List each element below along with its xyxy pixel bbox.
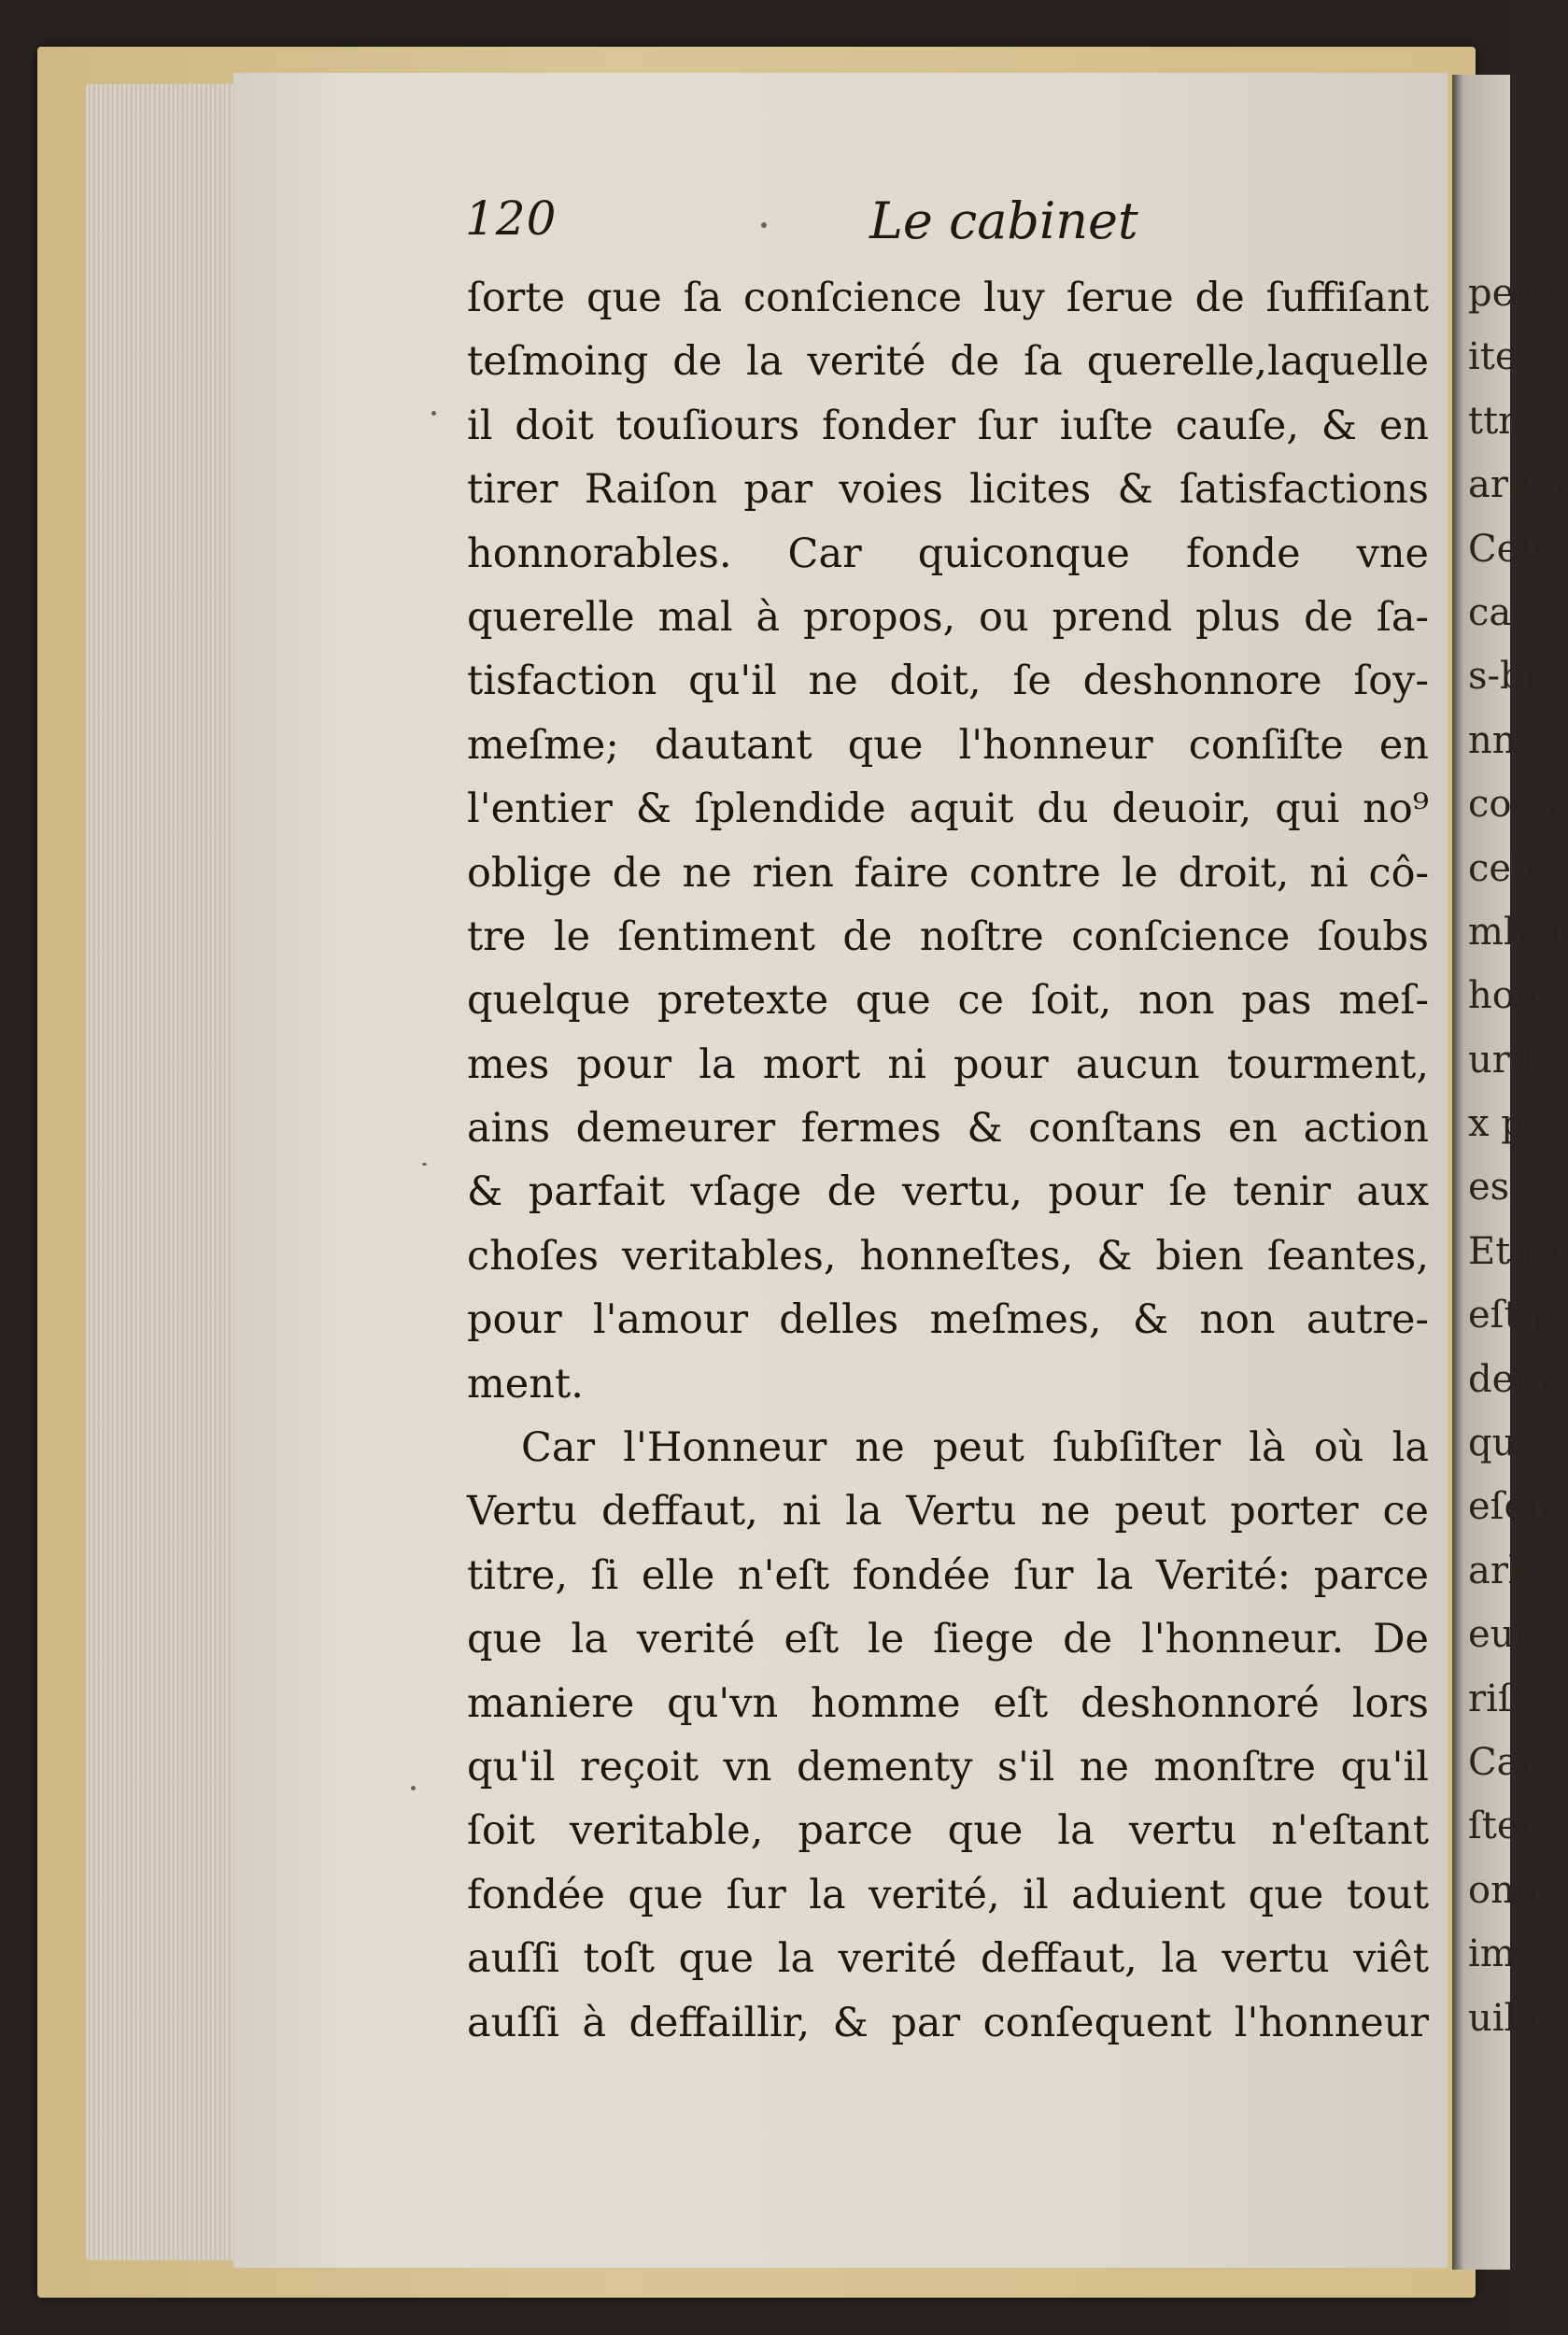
text-line: que la verité eſt le ſiege de l'honneur. De: [467, 1616, 1429, 1663]
facing-line-fragment: ime: [1468, 1932, 1538, 1976]
facing-line-fragment: eſt p: [1468, 1294, 1555, 1337]
text-line: meſme; dautant que l'honneur conſiſte en: [467, 721, 1429, 769]
text-line: tirer Raiſon par voies licites & ſatisfactions: [467, 466, 1429, 514]
margin-speck: [761, 222, 767, 228]
text-line: pour l'amour delles meſmes, & non autre-: [467, 1296, 1429, 1344]
facing-line-fragment: nnu: [1468, 718, 1541, 762]
facing-line-fragment: ttne: [1468, 399, 1545, 443]
text-line: titre, ſi elle n'eſt fondée ſur la Verité: parce: [467, 1551, 1429, 1599]
margin-speck: [431, 411, 436, 416]
facing-line-fragment: s-bi: [1468, 655, 1536, 699]
facing-line-fragment: eſen: [1468, 1485, 1550, 1529]
text-line: & parfait vſage de vertu, pour ſe tenir aux: [467, 1168, 1429, 1216]
facing-line-fragment: hou: [1468, 974, 1539, 1018]
text-line: oblige de ne rien faire contre le droit, ni cô-: [467, 849, 1429, 897]
facing-line-fragment: defa: [1468, 1357, 1550, 1401]
facing-line-fragment: coda: [1468, 783, 1558, 827]
facing-line-fragment: uila: [1468, 1996, 1539, 2040]
facing-line-fragment: ſter: [1468, 1804, 1537, 1848]
text-line: honnorables. Car quiconque fonde vne: [467, 530, 1429, 577]
text-line: l'entier & ſplendide aquit du deuoir, qui no⁹: [467, 785, 1429, 833]
facing-line-fragment: mbat: [1468, 910, 1565, 954]
facing-line-fragment: cete: [1468, 846, 1548, 890]
margin-speck: [411, 1786, 416, 1790]
text-line: auſſi toſt que la verité deffaut, la vertu viêt: [467, 1935, 1429, 1983]
facing-line-fragment: Et to: [1468, 1229, 1561, 1273]
facing-line-fragment: eur: [1468, 1613, 1533, 1657]
facing-line-fragment: que: [1468, 1422, 1539, 1465]
running-header: [465, 191, 1427, 257]
text-line: ment.: [467, 1360, 584, 1408]
facing-line-fragment: urd: [1468, 1038, 1534, 1082]
text-line: maniere qu'vn homme eſt deshonnoré lors: [467, 1679, 1429, 1727]
text-line: ſorte que ſa conſcience luy ſerue de ſuffiſant: [467, 275, 1429, 321]
facing-line-fragment: Car: [1468, 1740, 1537, 1784]
text-line: tre le ſentiment de noſtre conſcience ſoubs: [467, 913, 1429, 960]
text-line: teſmoing de la verité de ſa querelle,laquelle: [467, 338, 1429, 386]
page-edges: [86, 84, 245, 2260]
facing-line-fragment: x pa: [1468, 1102, 1547, 1146]
facing-page-text: [1468, 262, 1568, 2050]
facing-line-fragment: cau: [1468, 590, 1536, 634]
facing-line-fragment: arles: [1468, 1549, 1561, 1592]
text-line: querelle mal à propos, ou prend plus de ſa-: [467, 593, 1429, 641]
text-line: mes pour la mort ni pour aucun tourment,: [467, 1040, 1429, 1088]
text-line: choſes veritables, honneſtes, & bien ſeantes,: [467, 1232, 1429, 1280]
text-line: ains demeurer fermes & conſtans en action: [467, 1105, 1429, 1153]
text-line: qu'il reçoit vn dementy s'il ne monſtre qu'il: [467, 1743, 1429, 1790]
text-line: auſſi à deffaillir, & par conſequent l'honneur: [467, 1999, 1429, 2046]
text-line: fondée que ſur la verité, il aduient que tout: [467, 1871, 1429, 1918]
facing-line-fragment: itect: [1468, 335, 1554, 379]
running-title: Le cabinet: [869, 191, 1138, 250]
facing-line-fragment: perd:: [1468, 272, 1568, 315]
facing-line-fragment: es.: [1468, 1166, 1521, 1210]
margin-speck: [422, 1163, 427, 1166]
facing-line-fragment: onne: [1468, 1868, 1561, 1912]
text-line: tisfaction qu'il ne doit, ſe deshonnore ſoy-: [467, 658, 1429, 705]
page-number: 120: [465, 191, 558, 246]
facing-line-fragment: riſe: [1468, 1677, 1534, 1720]
text-line: il doit touſiours fonder ſur iuſte cauſe, & en: [467, 402, 1429, 449]
body-text: [467, 266, 1429, 2055]
text-line: ſoit veritable, parce que la vertu n'eſtant: [467, 1807, 1429, 1855]
text-line: Car l'Honneur ne peut ſubſiſter là où la: [521, 1424, 1429, 1472]
facing-line-fragment: Ceſt: [1468, 527, 1548, 571]
text-line: Vertu deffaut, ni la Vertu ne peut porter ce: [467, 1488, 1429, 1535]
text-line: quelque pretexte que ce ſoit, non pas meſ-: [467, 977, 1429, 1025]
facing-line-fragment: are q: [1468, 463, 1566, 507]
